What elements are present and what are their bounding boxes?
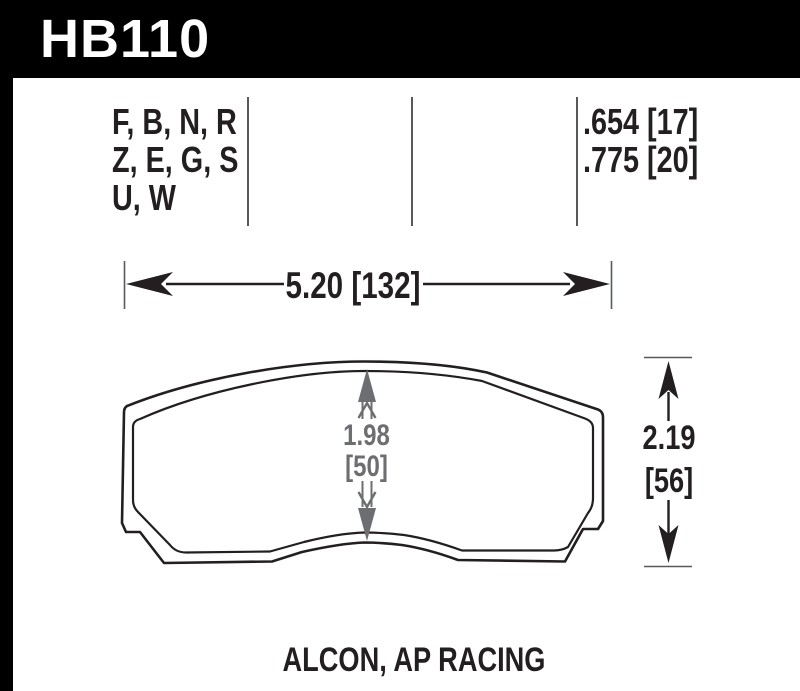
height-mm: [56] — [644, 462, 694, 500]
table-divider-lines — [248, 97, 577, 226]
center-thickness-label — [324, 420, 410, 482]
part-number: HB110 — [40, 9, 211, 69]
width-dimension-label: 5.20 [132] — [285, 265, 421, 306]
applications-text: ALCON, AP RACING — [282, 641, 546, 679]
compound-codes-line-3: U, W — [112, 177, 176, 218]
height-inches: 2.19 — [642, 419, 696, 457]
width-arrow-left-icon — [126, 272, 173, 296]
compound-codes-line-2: Z, E, G, S — [112, 139, 239, 180]
height-dimension-label — [629, 417, 709, 503]
center-thickness-inches: 1.98 — [343, 419, 390, 452]
compound-codes-line-1: F, B, N, R — [112, 101, 237, 142]
pad-thickness-line-1: .654 [17] — [583, 101, 699, 142]
center-thickness-mm: [50] — [345, 450, 388, 483]
pad-thickness-line-2: .775 [20] — [583, 139, 699, 180]
width-arrow-right-icon — [563, 272, 610, 296]
